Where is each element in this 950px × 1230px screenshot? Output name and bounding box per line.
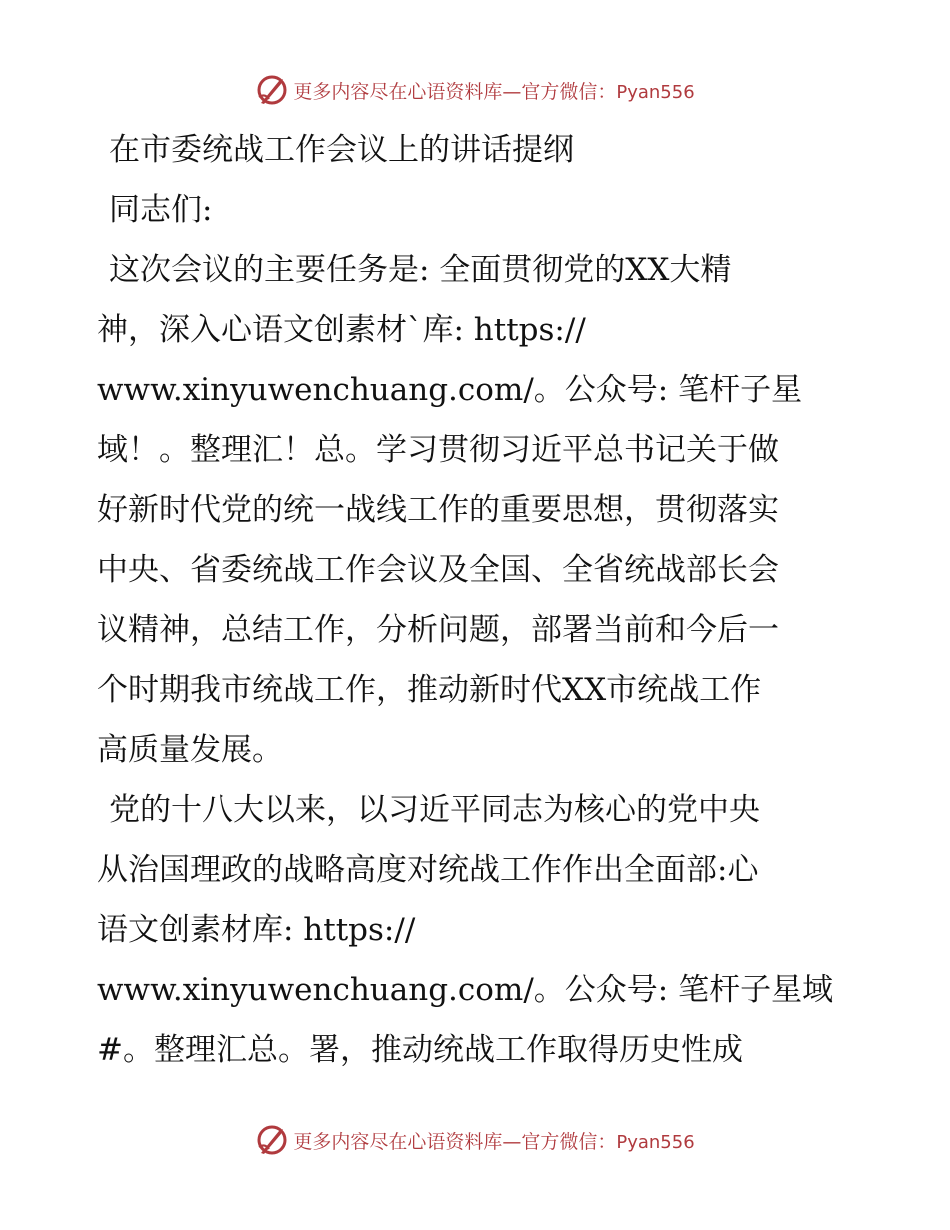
greeting: 同志们: <box>109 192 213 228</box>
paragraph-line: 好新时代党的统一战线工作的重要思想，贯彻落实 <box>97 492 779 528</box>
paragraph-line: 高质量发展。 <box>97 732 283 768</box>
paragraph-line: 神，深入心语文创素材`库: https:// <box>97 312 586 348</box>
paragraph-line: 域！。整理汇！总。学习贯彻习近平总书记关于做 <box>97 432 779 468</box>
quill-pen-logo-icon <box>255 1123 289 1157</box>
paragraph-line: 这次会议的主要任务是: 全面贯彻党的XX大精 <box>109 252 732 288</box>
paragraph-line: 议精神，总结工作，分析问题，部署当前和今后一 <box>97 612 779 648</box>
paragraph-line: 中央、省委统战工作会议及全国、全省统战部长会 <box>97 552 779 588</box>
header-banner <box>0 70 950 110</box>
paragraph-line: www.xinyuwenchuang.com/。公众号: 笔杆子星 <box>97 372 803 408</box>
paragraph-line: 党的十八大以来，以习近平同志为核心的党中央 <box>109 792 760 828</box>
footer-banner-text: 更多内容尽在心语资料库—官方微信：Pyan556 <box>293 1130 695 1153</box>
quill-pen-logo-icon <box>255 73 289 107</box>
document-body <box>97 120 857 1080</box>
paragraph-line: www.xinyuwenchuang.com/。公众号: 笔杆子星域 <box>97 972 834 1008</box>
paragraph-line: #。整理汇总。署，推动统战工作取得历史性成 <box>97 1032 743 1068</box>
header-banner-text: 更多内容尽在心语资料库—官方微信：Pyan556 <box>293 80 695 103</box>
paragraph-line: 语文创素材库: https:// <box>97 912 416 948</box>
document-title: 在市委统战工作会议上的讲话提纲 <box>109 132 574 168</box>
paragraph-line: 从治国理政的战略高度对统战工作作出全面部:心 <box>97 852 759 888</box>
footer-banner <box>0 1120 950 1160</box>
paragraph-line: 个时期我市统战工作，推动新时代XX市统战工作 <box>97 672 762 708</box>
paragraph-2 <box>97 780 857 1080</box>
paragraph-1 <box>97 240 857 780</box>
